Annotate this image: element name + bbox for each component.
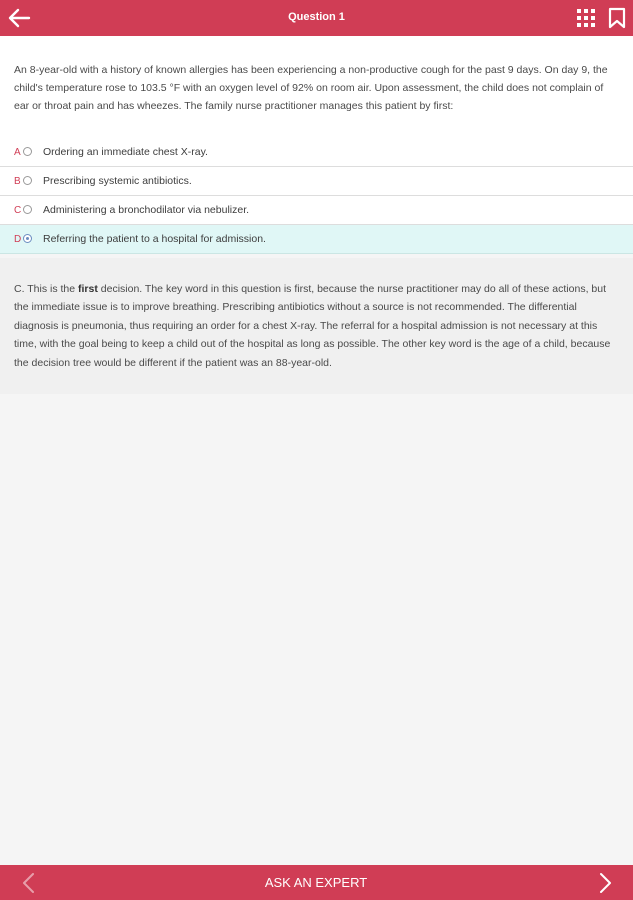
grid-icon <box>576 8 596 28</box>
option-label: Administering a bronchodilator via nebulizer. <box>43 204 250 216</box>
previous-question-button[interactable] <box>20 872 38 894</box>
radio-button[interactable] <box>23 176 32 185</box>
option-c[interactable] <box>0 196 633 225</box>
explanation-text <box>14 280 616 372</box>
radio-button-selected[interactable] <box>23 234 32 243</box>
explanation-body: decision. The key word in this question is first, because the nurse practitioner may do all of these actions, but the immediate issue is to improve breathing. Prescribing antibiotics without a source is not recommended. The differential diagnosis is pneumonia, thus requiring an order for a chest X-ray. The referral for a hospital admission is not necessary at this time, with the goal being to keep a child out of the hospital as long as possible. The other key word is the age of a child, because the decision tree would be different if the patient was an 88-year-old. <box>14 283 611 369</box>
radio-button[interactable] <box>23 205 32 214</box>
option-b[interactable] <box>0 167 633 196</box>
explanation-prefix: C. This is the <box>14 283 78 295</box>
option-label: Referring the patient to a hospital for admission. <box>43 233 266 245</box>
chevron-left-icon <box>20 872 38 894</box>
arrow-left-icon <box>6 6 32 30</box>
bookmark-button[interactable] <box>607 7 627 29</box>
ask-an-expert-button[interactable]: ASK AN EXPERT <box>264 875 368 890</box>
question-card <box>0 36 633 138</box>
back-button[interactable] <box>6 6 32 30</box>
option-label: Prescribing systemic antibiotics. <box>43 175 192 187</box>
option-a[interactable] <box>0 138 633 167</box>
explanation-panel <box>0 258 633 394</box>
chevron-right-icon <box>596 872 614 894</box>
option-letter: C <box>14 205 22 216</box>
bookmark-icon <box>607 7 627 29</box>
next-question-button[interactable] <box>596 872 614 894</box>
question-grid-button[interactable] <box>576 8 596 28</box>
bottom-nav-bar <box>0 865 633 900</box>
answer-options <box>0 138 633 254</box>
option-d[interactable] <box>0 225 633 254</box>
radio-button[interactable] <box>23 147 32 156</box>
option-label: Ordering an immediate chest X-ray. <box>43 146 208 158</box>
explanation-keyword: first <box>78 283 98 295</box>
question-text: An 8-year-old with a history of known allergies has been experiencing a non-productive cough for the past 9 days. On day 9, the child's temperature rose to 103.5 °F with an oxygen level of 92% on room air. Upon assessment, the child does not complain of ear or throat pain and has wheezes. The family nurse practitioner manages this patient by first: <box>14 64 608 112</box>
top-app-bar <box>0 0 633 36</box>
option-letter: B <box>14 176 21 187</box>
option-letter: D <box>14 234 22 245</box>
option-letter: A <box>14 147 21 158</box>
page-title: Question 1 <box>288 11 345 23</box>
